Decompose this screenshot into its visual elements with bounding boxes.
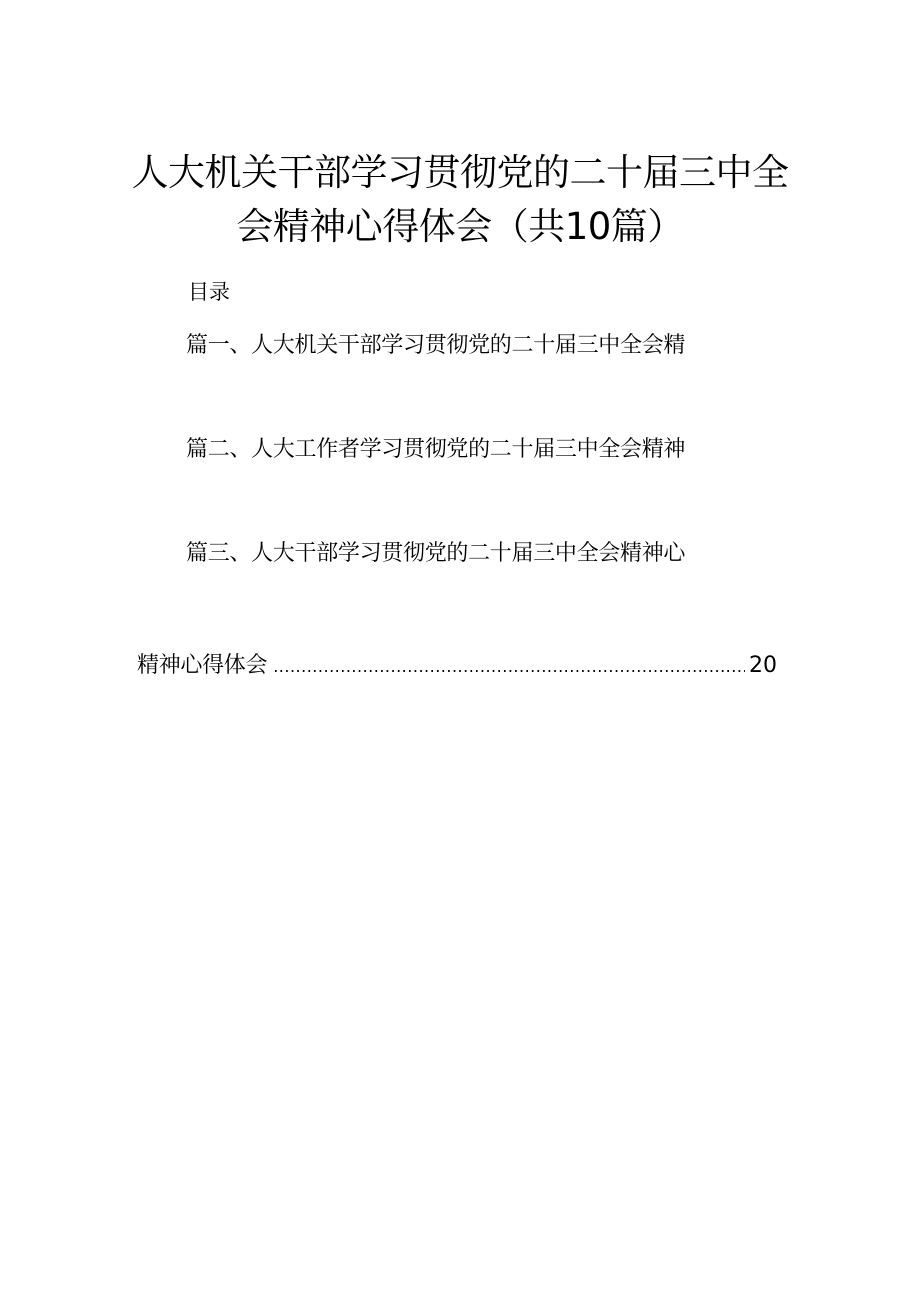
toc-entry: [137, 650, 777, 682]
toc-line-2: 篇二、人大工作者学习贯彻党的二十届三中全会精神: [186, 437, 686, 462]
toc-page-number: 20: [749, 653, 777, 678]
toc-entry-text: 精神心得体会: [137, 653, 268, 678]
title-line-2: 会精神心得体会（共10篇）: [236, 205, 684, 248]
toc-heading: 目录: [188, 280, 230, 304]
toc-dot-leader: [273, 651, 745, 683]
title-line-1: 人大机关干部学习贯彻党的二十届三中全: [131, 151, 789, 194]
toc-line-3: 篇三、人大干部学习贯彻党的二十届三中全会精神心: [186, 541, 686, 566]
document-title: [100, 146, 820, 254]
toc-line-1: 篇一、人大机关干部学习贯彻党的二十届三中全会精: [186, 333, 686, 358]
